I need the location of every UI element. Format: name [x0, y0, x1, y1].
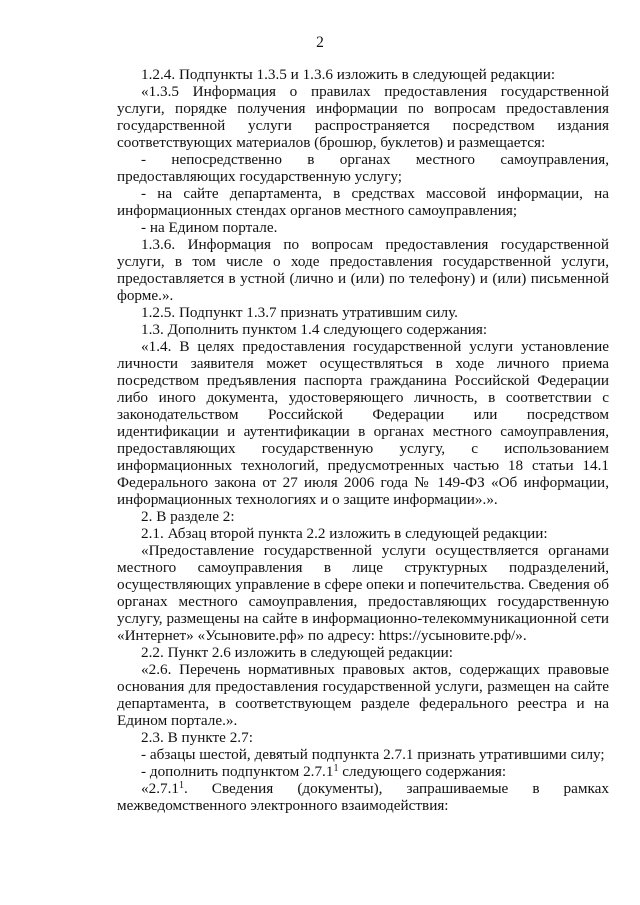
text-fragment: . Сведения (документы), запрашиваемые в рамках межведомственного электронного взаимодействия:: [117, 780, 609, 814]
paragraph: 1.2.4. Подпункты 1.3.5 и 1.3.6 изложить в следующей редакции:: [141, 66, 556, 83]
text-fragment: следующего содержания:: [338, 763, 507, 780]
text-fragment: - дополнить подпунктом 2.7.1: [141, 763, 334, 780]
paragraph: [117, 780, 609, 814]
list-item: - непосредственно в органах местного самоуправления, предоставляющих государственную услугу;: [117, 151, 609, 185]
paragraph: 1.3. Дополнить пунктом 1.4 следующего содержания:: [141, 321, 488, 338]
paragraph: 2.3. В пункте 2.7:: [141, 729, 253, 746]
list-item: - на Едином портале.: [141, 219, 278, 236]
paragraph: «1.4. В целях предоставления государственной услуги установление личности заявителя может осуществляться в ходе личного приема посредством предъявления паспорта гражданина Российской Федерации либо иного документа, удостоверяющего личность, в соответствии с законодательством Российской Федерации или посредством идентификации и аутентификации в органах местного самоуправления, предоставляющих государственную услугу, с использованием информационных технологий, предусмотренных частью 18 статьи 14.1 Федерального закона от 27 июля 2006 года № 149-ФЗ «Об информации, информационных технологиях и о защите информации».».: [117, 338, 609, 508]
text-fragment: «2.7.1: [141, 780, 179, 797]
paragraph: «1.3.5 Информация о правилах предоставления государственной услуги, порядке получения информации по вопросам предоставления государственной услуги распространяется посредством издания соответствующих материалов (брошюр, буклетов) и размещается:: [117, 83, 609, 151]
superscript: 1: [333, 763, 339, 774]
list-item: [117, 763, 609, 780]
paragraph: 2.1. Абзац второй пункта 2.2 изложить в следующей редакции:: [141, 525, 548, 542]
paragraph: «Предоставление государственной услуги осуществляется органами местного самоуправления в лице структурных подразделений, осуществляющих управление в сфере опеки и попечительства. Сведения об органах местного самоуправления, предоставляющих государственную услугу, размещены на сайте в информационно-телекоммуникационной сети «Интернет» «Усыновите.рф» по адресу: https://усыновите.рф/».: [117, 542, 609, 644]
page-number: 2: [316, 34, 324, 51]
document-body: [117, 66, 609, 814]
paragraph: «2.6. Перечень нормативных правовых актов, содержащих правовые основания для предоставления государственной услуги, размещен на сайте департамента, в соответствующем разделе федерального реестра и на Едином портале.».: [117, 661, 609, 729]
paragraph: 1.2.5. Подпункт 1.3.7 признать утратившим силу.: [141, 304, 458, 321]
paragraph: 2.2. Пункт 2.6 изложить в следующей редакции:: [141, 644, 454, 661]
paragraph: 2. В разделе 2:: [141, 508, 235, 525]
paragraph: 1.3.6. Информация по вопросам предоставления государственной услуги, в том числе о ходе предоставления государственной услуги, предоставляется в устной (лично и (или) по телефону) и (или) письменной форме.».: [117, 236, 609, 304]
superscript: 1: [178, 780, 184, 791]
list-item: - на сайте департамента, в средствах массовой информации, на информационных стендах органов местного самоуправления;: [117, 185, 609, 219]
list-item: - абзацы шестой, девятый подпункта 2.7.1 признать утратившими силу;: [141, 746, 605, 763]
